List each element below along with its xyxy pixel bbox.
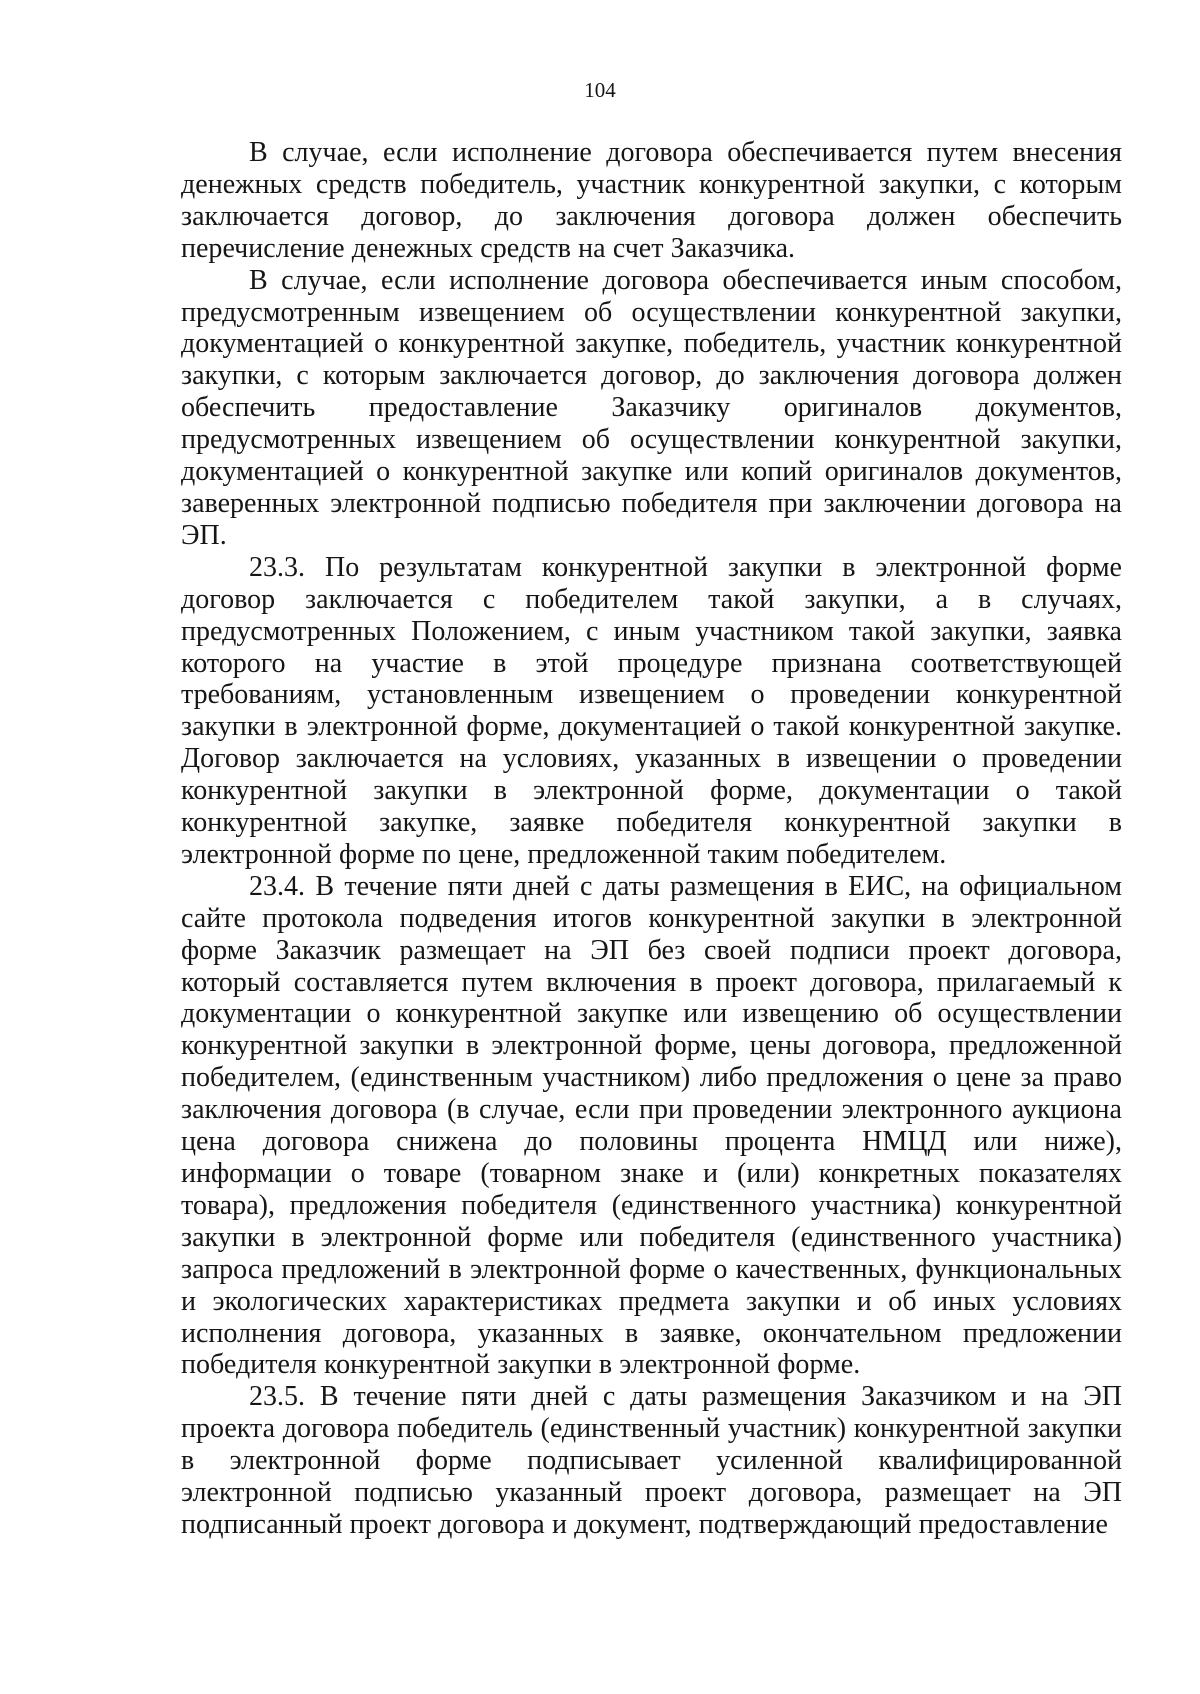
paragraph-23-5: 23.5. В течение пяти дней с даты размещения Заказчиком и на ЭП проекта договора победитель (единственный участник) конкурентной закупки в электронной форме подписывает усиленной квалифицированной электронной подписью указанный проект договора, размещает на ЭП подписанный проект договора и документ, подтверждающий предоставление — [181, 1381, 1122, 1540]
paragraph-23-3: 23.3. По результатам конкурентной закупки в электронной форме договор заключается с победителем такой закупки, а в случаях, предусмотренных Положением, с иным участником такой закупки, заявка которого на участие в этой процедуре признана соответствующей требованиям, установленным извещением о проведении конкурентной закупки в электронной форме, документацией о такой конкурентной закупке. Договор заключается на условиях, указанных в извещении о проведении конкурентной закупки в электронной форме, документации о такой конкурентной закупке, заявке победителя конкурентной закупки в электронной форме по цене, предложенной таким победителем. — [181, 551, 1122, 870]
page-number: 104 — [584, 78, 616, 102]
paragraph-contract-security-other: В случае, если исполнение договора обеспечивается иным способом, предусмотренным извещением об осуществлении конкурентной закупки, документацией о конкурентной закупке, победитель, участник конкурентной закупки, с которым заключается договор, до заключения договора должен обеспечить предоставление Заказчику оригиналов документов, предусмотренных извещением об осуществлении конкурентной закупки, документацией о конкурентной закупке или копий оригиналов документов, заверенных электронной подписью победителя при заключении договора на ЭП. — [181, 264, 1122, 551]
paragraph-contract-security-cash: В случае, если исполнение договора обеспечивается путем внесения денежных средств победитель, участник конкурентной закупки, с которым заключается договор, до заключения договора должен обеспечить перечисление денежных средств на счет Заказчика. — [181, 137, 1122, 264]
paragraph-23-4: 23.4. В течение пяти дней с даты размещения в ЕИС, на официальном сайте протокола подведения итогов конкурентной закупки в электронной форме Заказчик размещает на ЭП без своей подписи проект договора, который составляется путем включения в проект договора, прилагаемый к документации о конкурентной закупке или извещению об осуществлении конкурентной закупки в электронной форме, цены договора, предложенной победителем, (единственным участником) либо предложения о цене за право заключения договора (в случае, если при проведении электронного аукциона цена договора снижена до половины процента НМЦД или ниже), информации о товаре (товарном знаке и (или) конкретных показателях товара), предложения победителя (единственного участника) конкурентной закупки в электронной форме или победителя (единственного участника) запроса предложений в электронной форме о качественных, функциональных и экологических характеристиках предмета закупки и об иных условиях исполнения договора, указанных в заявке, окончательном предложении победителя конкурентной закупки в электронной форме. — [181, 870, 1122, 1381]
document-body — [181, 137, 1122, 1541]
